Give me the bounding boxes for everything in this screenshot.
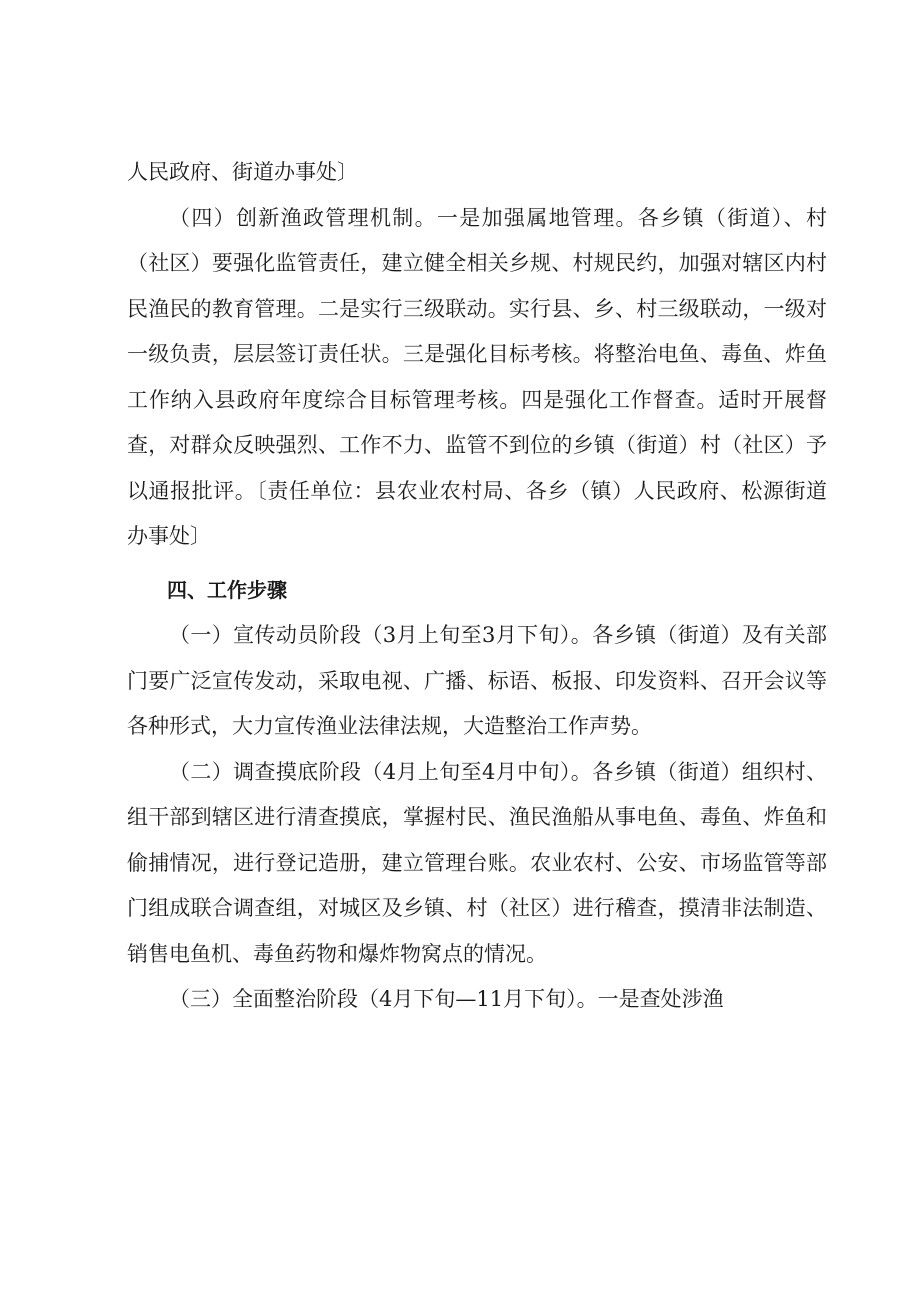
paragraph-rectification-stage: （三）全面整治阶段（4月下旬—11月下旬）。一是查处涉渔: [169, 987, 724, 1011]
section-heading-work-steps: 四、工作步骤: [167, 577, 287, 602]
paragraph-innovate-management: （四）创新渔政管理机制。一是加强属地管理。各乡镇（街道）、村（社区）要强化监管责任，建立健全相关乡规、村规民约，加强对辖区内村民渔民的教育管理。二是实行三级联动。实行县、乡、村三级联动，一级对一级负责，层层签订责任状。三是强化目标考核。将整治电鱼、毒鱼、炸鱼工作纳入县政府年度综合目标管理考核。四是强化工作督查。适时开展督查，对群众反映强烈、工作不力、监管不到位的乡镇（街道）村（社区）予以通报批评。〔责任单位：县农业农村局、各乡（镇）人民政府、松源街道办事处〕: [127, 205, 827, 548]
paragraph-publicity-stage: （一）宣传动员阶段（3月上旬至3月下旬）。各乡镇（街道）及有关部门要广泛宣传发动，采取电视、广播、标语、板报、印发资料、召开会议等各种形式，大力宣传渔业法律法规，大造整治工作声势。: [127, 623, 827, 738]
paragraph-continuation: 人民政府、街道办事处〕: [127, 160, 358, 184]
paragraph-survey-stage: （二）调查摸底阶段（4月上旬至4月中旬）。各乡镇（街道）组织村、组干部到辖区进行清查摸底，掌握村民、渔民渔船从事电鱼、毒鱼、炸鱼和偷捕情况，进行登记造册，建立管理台账。农业农村、公安、市场监管等部门组成联合调查组，对城区及乡镇、村（社区）进行稽查，摸清非法制造、销售电鱼机、毒鱼药物和爆炸物窝点的情况。: [127, 759, 827, 966]
document-body: [127, 150, 827, 1023]
